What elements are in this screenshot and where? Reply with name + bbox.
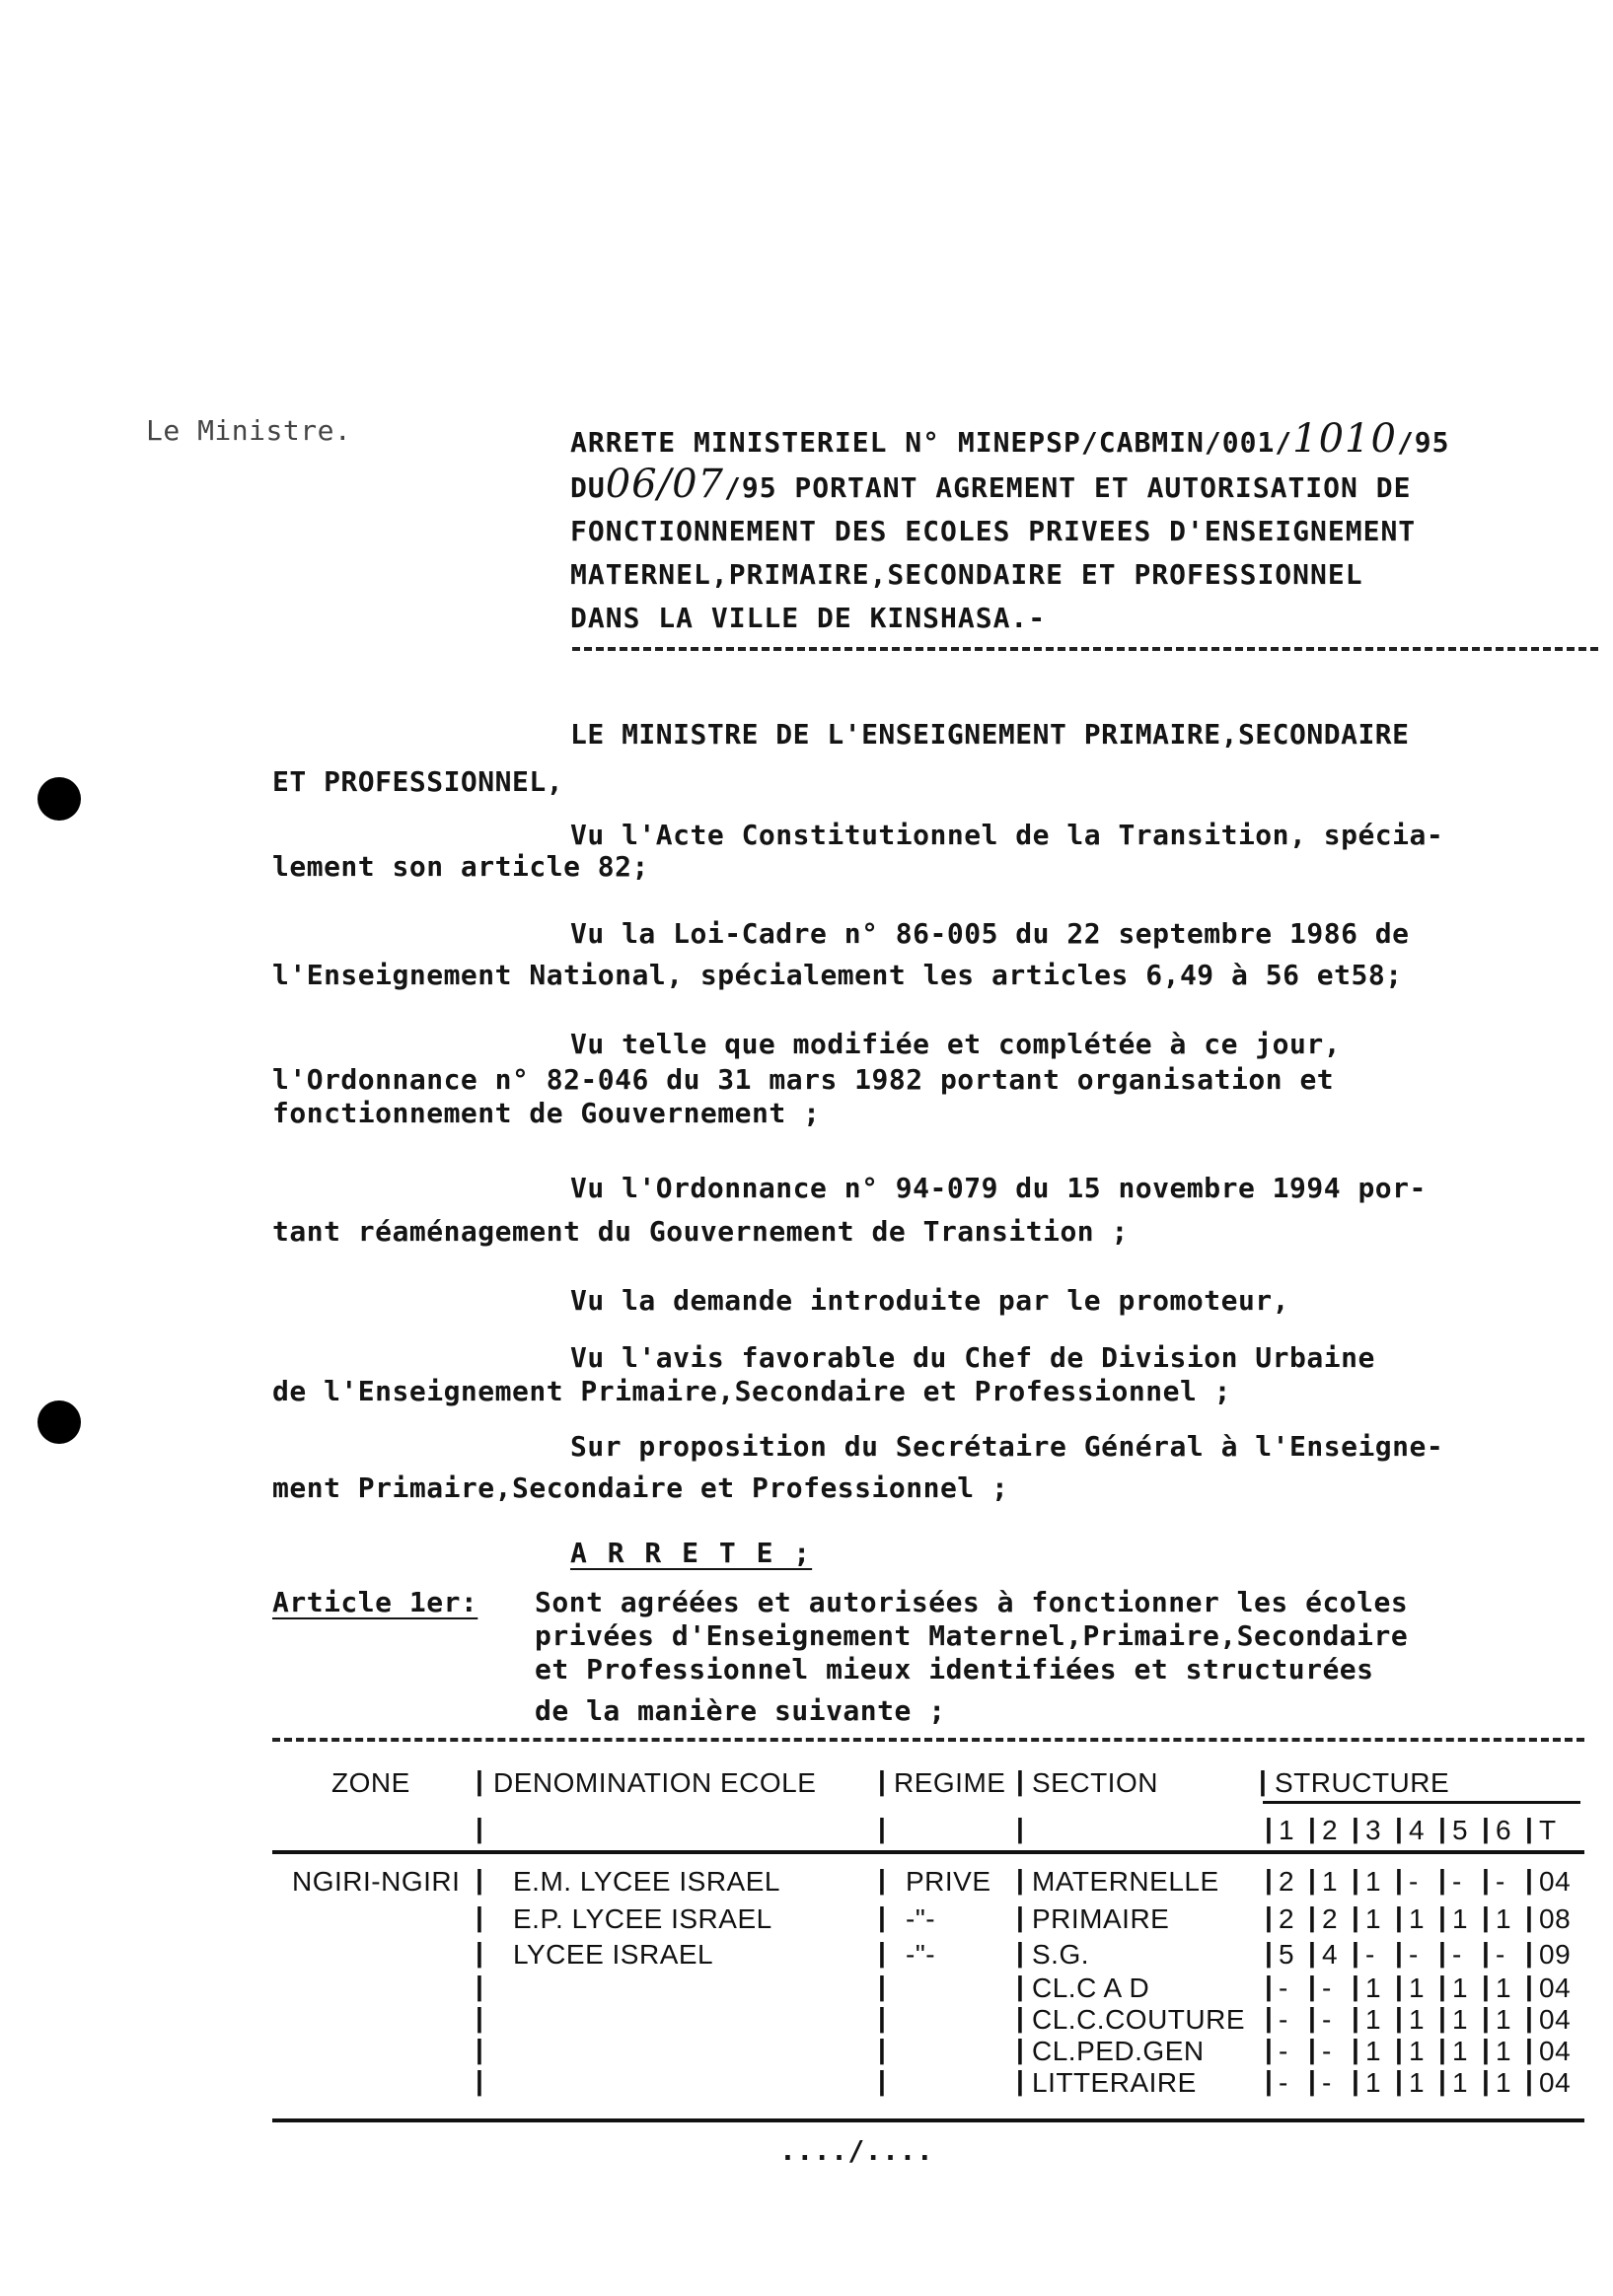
article-1-label: Article 1er: [272,1586,478,1618]
structure-col-header: 1 [1279,1815,1295,1845]
structure-cell: - [1452,1939,1462,1970]
handwritten-decree-number: 1010 [1292,416,1397,462]
col-sep: | [1352,1971,1360,2001]
title-divider [572,647,1598,651]
section-cell: CL.C A D [1032,1973,1150,2003]
col-sep: | [1352,1864,1360,1895]
structure-cell: 5 [1279,1939,1295,1970]
section-cell: LITTERAIRE [1032,2067,1197,2098]
recital-ordonnance-82-l3: fonctionnement de Gouvernement ; [272,1097,821,1129]
col-sep: | [1482,2002,1491,2033]
col-sep: | [1259,1765,1268,1796]
col-sep: | [1482,1901,1491,1932]
article-1-l1: Sont agréées et autorisées à fonctionner les écoles [535,1586,1409,1618]
structure-col-header: 4 [1409,1815,1426,1845]
col-sep: | [1352,1813,1360,1843]
structure-cell: 1 [1496,1903,1512,1934]
section-cell: S.G. [1032,1939,1090,1970]
col-header-zone: ZONE [331,1767,410,1798]
col-sep: | [878,2002,887,2033]
col-sep: | [1308,1813,1317,1843]
col-header-denomination: DENOMINATION ECOLE [493,1767,817,1798]
col-sep: | [1016,1971,1025,2001]
col-sep: | [1308,2065,1317,2096]
col-sep: | [1438,2002,1447,2033]
recital-acte-l1: Vu l'Acte Constitutionnel de la Transition, spécia- [570,819,1444,851]
col-sep: | [1016,2002,1025,2033]
col-sep: | [1308,2034,1317,2064]
col-sep: | [1016,1937,1025,1968]
col-sep: | [878,1864,887,1895]
col-sep: | [1308,1971,1317,2001]
col-sep: | [1395,1971,1404,2001]
structure-cell: 1 [1496,1973,1512,2003]
section-cell: PRIMAIRE [1032,1903,1170,1934]
col-sep: | [1438,1971,1447,2001]
col-sep: | [1308,1901,1317,1932]
structure-col-header: 3 [1365,1815,1382,1845]
col-sep: | [1265,2002,1274,2033]
structure-cell: 1 [1409,2036,1426,2066]
structure-col-header: 2 [1322,1815,1339,1845]
col-header-section: SECTION [1032,1767,1158,1798]
col-header-regime: REGIME [894,1767,1006,1798]
structure-cell: - [1452,1866,1462,1897]
recital-ordonnance-94-l1: Vu l'Ordonnance n° 94-079 du 15 novembre 1994 por- [570,1172,1427,1204]
decree-title-line-2 [570,462,1411,507]
col-sep: | [1438,1864,1447,1895]
recital-loi-l2: l'Enseignement National, spécialement les articles 6,49 à 56 et58; [272,959,1403,991]
col-sep: | [1438,2065,1447,2096]
ecole-cell: E.M. LYCEE ISRAEL [513,1866,780,1897]
structure-cell: - [1322,2067,1332,2098]
structure-cell: - [1496,1939,1505,1970]
col-sep: | [1525,1971,1534,2001]
decree-title-line-5: DANS LA VILLE DE KINSHASA.- [570,602,1047,634]
decree-title-text: /95 PORTANT AGREMENT ET AUTORISATION DE [724,471,1412,504]
punch-hole-bottom [37,1400,81,1444]
col-sep: | [1482,2065,1491,2096]
col-sep: | [1016,1901,1025,1932]
decree-number-prefix: ARRETE MINISTERIEL N° MINEPSP/CABMIN/001/ [570,426,1293,459]
col-sep: | [476,1765,484,1796]
col-sep: | [1438,2034,1447,2064]
col-sep: | [1525,1864,1534,1895]
structure-cell: 1 [1409,1903,1426,1934]
recital-acte-l2: lement son article 82; [272,850,649,883]
col-sep: | [476,1937,484,1968]
structure-cell: 1 [1322,1866,1339,1897]
structure-cell: 04 [1539,2067,1572,2098]
col-sep: | [1265,1901,1274,1932]
structure-cell: 1 [1452,1903,1469,1934]
structure-cell: 1 [1365,2036,1382,2066]
col-sep: | [1352,2002,1360,2033]
col-sep: | [1525,1901,1534,1932]
col-sep: | [1482,2034,1491,2064]
structure-cell: 1 [1452,2004,1469,2035]
col-sep: | [1438,1901,1447,1932]
handwritten-decree-date: 06/07 [605,462,724,507]
col-sep: | [1482,1937,1491,1968]
structure-cell: 4 [1322,1939,1339,1970]
col-sep: | [1525,1813,1534,1843]
col-sep: | [1482,1864,1491,1895]
recital-proposition-l1: Sur proposition du Secrétaire Général à l'Enseigne- [570,1430,1444,1463]
regime-cell: -"- [906,1939,936,1970]
col-sep: | [1395,1813,1404,1843]
col-sep: | [1395,2034,1404,2064]
decree-title-line-1 [570,416,1450,462]
col-sep: | [1308,2002,1317,2033]
col-sep: | [476,2034,484,2064]
decree-date-prefix: DU [570,471,606,504]
ecole-cell: E.P. LYCEE ISRAEL [513,1903,772,1934]
col-sep: | [1308,1937,1317,1968]
structure-cell: - [1322,2004,1332,2035]
col-sep: | [1438,1813,1447,1843]
col-sep: | [476,1813,484,1843]
structure-cell: 08 [1539,1903,1572,1934]
structure-cell: - [1365,1939,1375,1970]
structure-cell: 1 [1452,1973,1469,2003]
col-sep: | [878,1813,887,1843]
col-sep: | [1265,1971,1274,2001]
col-sep: | [1265,2065,1274,2096]
decree-number-suffix: /95 [1396,426,1450,459]
structure-cell: 2 [1322,1903,1339,1934]
col-sep: | [1265,1937,1274,1968]
col-sep: | [1016,2034,1025,2064]
col-sep: | [1395,1864,1404,1895]
col-sep: | [878,1971,887,2001]
recital-avis-l1: Vu l'avis favorable du Chef de Division Urbaine [570,1341,1375,1374]
col-sep: | [1016,1864,1025,1895]
regime-cell: -"- [906,1903,936,1934]
col-header-structure: STRUCTURE [1275,1767,1450,1798]
structure-cell: 04 [1539,2036,1572,2066]
structure-cell: 1 [1496,2067,1512,2098]
col-sep: | [476,2065,484,2096]
col-sep: | [1352,1937,1360,1968]
structure-cell: 1 [1365,2004,1382,2035]
minister-label: Le Ministre. [146,414,352,447]
col-sep: | [1352,2065,1360,2096]
col-sep: | [1265,1813,1274,1843]
col-sep: | [878,1937,887,1968]
section-cell: CL.C.COUTURE [1032,2004,1246,2035]
col-sep: | [878,2065,887,2096]
structure-col-header: T [1539,1815,1557,1845]
decree-title-line-4: MATERNEL,PRIMAIRE,SECONDAIRE ET PROFESSIONNEL [570,558,1363,591]
structure-header-rule [1263,1801,1580,1804]
col-sep: | [878,1765,887,1796]
structure-cell: 04 [1539,1866,1572,1897]
structure-cell: 1 [1452,2036,1469,2066]
article-1-l3: et Professionnel mieux identifiées et structurées [535,1653,1374,1686]
ecole-cell: LYCEE ISRAEL [513,1939,714,1970]
structure-cell: - [1279,1973,1288,2003]
structure-cell: - [1409,1939,1419,1970]
recital-ordonnance-94-l2: tant réaménagement du Gouvernement de Transition ; [272,1215,1129,1248]
structure-cell: - [1322,1973,1332,2003]
page-continuation: ..../.... [779,2134,934,2167]
structure-cell: 1 [1409,2067,1426,2098]
structure-col-header: 6 [1496,1815,1512,1845]
recital-proposition-l2: ment Primaire,Secondaire et Professionnel ; [272,1471,1009,1504]
structure-cell: - [1279,2067,1288,2098]
structure-cell: 1 [1365,1866,1382,1897]
punch-hole-top [37,777,81,821]
col-sep: | [1016,1813,1025,1843]
col-sep: | [476,1864,484,1895]
section-cell: CL.PED.GEN [1032,2036,1205,2066]
col-sep: | [1482,1813,1491,1843]
decree-title-line-3: FONCTIONNEMENT DES ECOLES PRIVEES D'ENSEIGNEMENT [570,515,1417,547]
recital-ordonnance-82-l1: Vu telle que modifiée et complétée à ce jour, [570,1028,1342,1060]
structure-cell: 1 [1452,2067,1469,2098]
recital-avis-l2: de l'Enseignement Primaire,Secondaire et Professionnel ; [272,1375,1232,1407]
col-sep: | [1265,1864,1274,1895]
table-bottom-rule [272,2118,1584,2122]
table-header-rule [272,1850,1584,1854]
structure-cell: 2 [1279,1903,1295,1934]
col-sep: | [1016,2065,1025,2096]
col-sep: | [1308,1864,1317,1895]
structure-cell: 1 [1365,1903,1382,1934]
col-sep: | [878,1901,887,1932]
col-sep: | [1352,2034,1360,2064]
structure-cell: 1 [1365,2067,1382,2098]
structure-cell: 1 [1496,2004,1512,2035]
structure-cell: - [1322,2036,1332,2066]
structure-cell: 2 [1279,1866,1295,1897]
col-sep: | [1525,1937,1534,1968]
col-sep: | [1395,2002,1404,2033]
recital-loi-l1: Vu la Loi-Cadre n° 86-005 du 22 septembre 1986 de [570,917,1410,950]
structure-cell: 1 [1409,1973,1426,2003]
col-sep: | [1395,1937,1404,1968]
col-sep: | [476,2002,484,2033]
col-sep: | [1525,2002,1534,2033]
col-sep: | [1395,2065,1404,2096]
structure-cell: - [1279,2036,1288,2066]
col-sep: | [476,1971,484,2001]
col-sep: | [1525,2034,1534,2064]
structure-cell: - [1409,1866,1419,1897]
recital-ordonnance-82-l2: l'Ordonnance n° 82-046 du 31 mars 1982 portant organisation et [272,1063,1335,1096]
arrete-heading: A R R E T E ; [570,1537,813,1569]
minister-heading-l1: LE MINISTRE DE L'ENSEIGNEMENT PRIMAIRE,SECONDAIRE [570,718,1410,751]
col-sep: | [1482,1971,1491,2001]
minister-heading-l2: ET PROFESSIONNEL, [272,765,564,798]
zone-cell: NGIRI-NGIRI [292,1866,461,1897]
article-1-l2: privées d'Enseignement Maternel,Primaire,Secondaire [535,1619,1409,1652]
section-cell: MATERNELLE [1032,1866,1219,1897]
table-top-rule [272,1738,1584,1742]
col-sep: | [878,2034,887,2064]
col-sep: | [1016,1765,1025,1796]
structure-cell: 1 [1496,2036,1512,2066]
structure-cell: 1 [1365,1973,1382,2003]
structure-cell: 09 [1539,1939,1572,1970]
col-sep: | [476,1901,484,1932]
col-sep: | [1395,1901,1404,1932]
structure-cell: 04 [1539,1973,1572,2003]
article-1-l4: de la manière suivante ; [535,1694,946,1727]
regime-cell: PRIVE [906,1866,991,1897]
structure-cell: - [1496,1866,1505,1897]
col-sep: | [1265,2034,1274,2064]
structure-col-header: 5 [1452,1815,1469,1845]
col-sep: | [1438,1937,1447,1968]
col-sep: | [1352,1901,1360,1932]
structure-cell: 1 [1409,2004,1426,2035]
structure-cell: - [1279,2004,1288,2035]
col-sep: | [1525,2065,1534,2096]
structure-cell: 04 [1539,2004,1572,2035]
recital-demande: Vu la demande introduite par le promoteur, [570,1284,1290,1317]
